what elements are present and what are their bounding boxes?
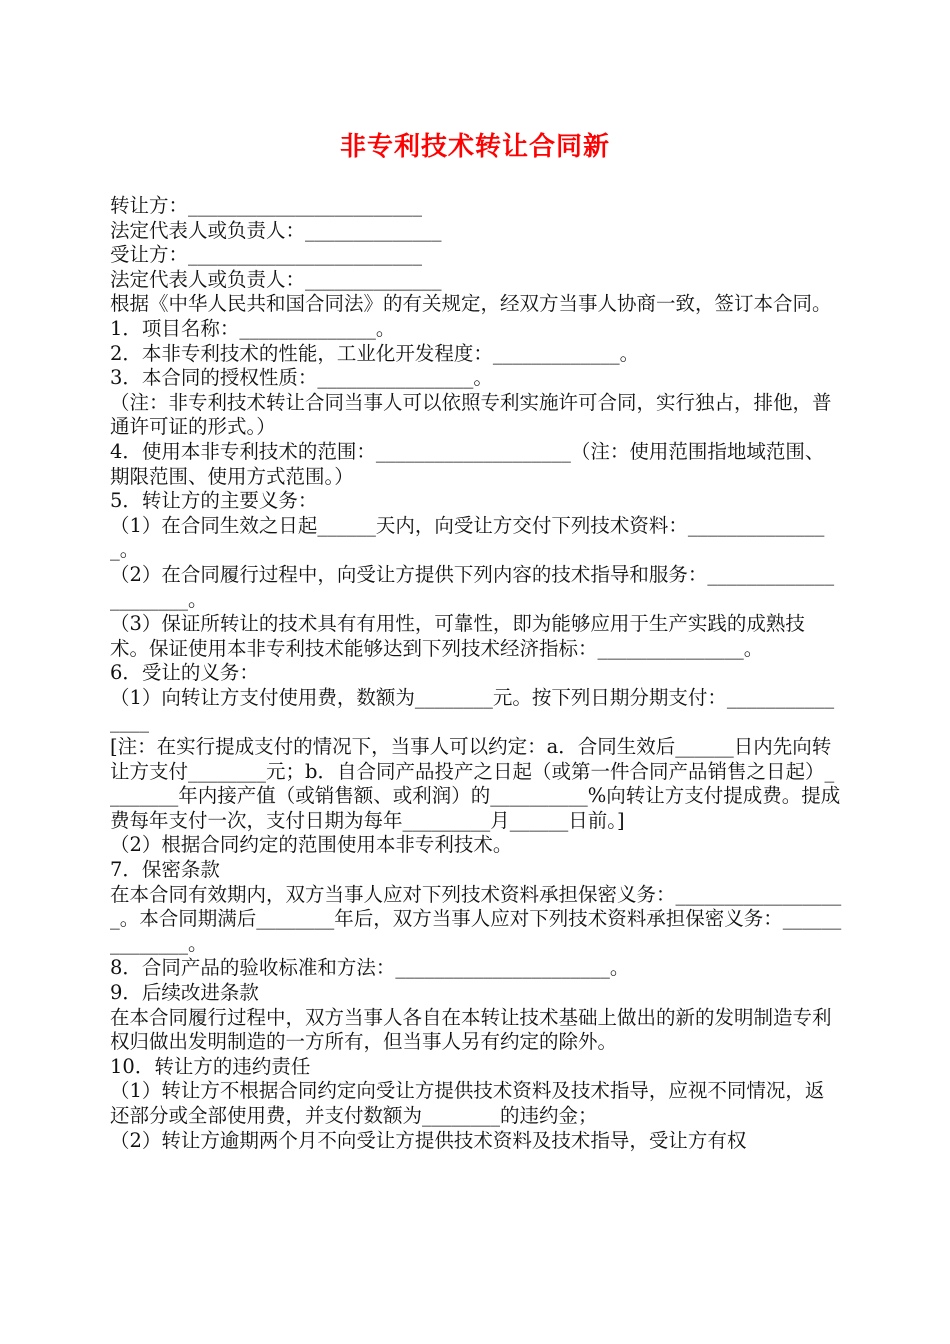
clause-7-text: 在本合同有效期内，双方当事人应对下列技术资料承担保密义务：__________________。本合同期满后________年后，双方当事人应对下列技术资料承担保密义务：______________。: [110, 882, 842, 955]
clause-3-authorization: 3．本合同的授权性质：________________。: [110, 366, 493, 390]
clause-6-heading: 6．受让的义务：: [110, 661, 259, 685]
clause-5-item-2: （2）在合同履行过程中，向受让方提供下列内容的技术指导和服务：_____________________。: [110, 562, 835, 611]
field-transferee: 受让方：________________________: [110, 243, 423, 267]
clause-5-item-3: （3）保证所转让的技术具有有用性，可靠性，即为能够应用于生产实践的成熟技术。保证使用本非专利技术能够达到下列技术经济指标：_______________。: [110, 612, 805, 660]
clause-10-heading: 10．转让方的违约责任: [110, 1054, 311, 1078]
clause-5-heading: 5．转让方的主要义务：: [110, 489, 318, 513]
clause-4-scope: 4．使用本非专利技术的范围：____________________（注：使用范围指地域范围、期限范围、使用方式范围。）: [110, 439, 825, 488]
field-transferor: 转让方：________________________: [110, 194, 423, 217]
clause-6-item-1: （1）向转让方支付使用费，数额为________元。按下列日期分期支付：_______________: [110, 685, 835, 734]
clause-7-heading: 7．保密条款: [110, 858, 220, 882]
document-title: 非专利技术转让合同新: [339, 132, 610, 162]
clause-6-note: [注：在实行提成支付的情况下，当事人可以约定：a．合同生效后______日内先向转让方支付________元；b．自合同产品投产之日起（或第一件合同产品销售之日起）________年内接产值（或销售额、或利润）的__________%向转让方支付提成费。提成费每年支付一次，支付日期为每年_________月______日前。]: [110, 735, 841, 832]
preamble-paragraph: 根据《中华人民共和国合同法》的有关规定，经双方当事人协商一致，签订本合同。: [110, 292, 832, 316]
clause-6-item-2: （2）根据合同约定的范围使用本非专利技术。: [110, 833, 513, 857]
clause-5-item-1: （1）在合同生效之日起______天内，向受让方交付下列技术资料：_______________。: [110, 513, 825, 562]
clause-8-acceptance: 8．合同产品的验收标准和方法：______________________。: [110, 956, 630, 980]
clause-9-text: 在本合同履行过程中，双方当事人各自在本转让技术基础上做出的新的发明制造专利权归做出发明制造的一方所有，但当事人另有约定的除外。: [110, 1005, 832, 1054]
clause-10-item-1: （1）转让方不根据合同约定向受让方提供技术资料及技术指导，应视不同情况，返还部分或全部使用费，并支付数额为________的违约金；: [110, 1079, 825, 1127]
clause-10-item-2: （2）转让方逾期两个月不向受让方提供技术资料及技术指导，受让方有权: [110, 1128, 747, 1152]
document-body: [110, 194, 842, 1153]
clause-9-heading: 9．后续改进条款: [110, 981, 259, 1004]
clause-2-performance: 2．本非专利技术的性能，工业化开发程度：_____________。: [110, 341, 640, 365]
clause-3-note: （注：非专利技术转让合同当事人可以依照专利实施许可合同，实行独占，排他，普通许可证的形式。）: [110, 390, 832, 439]
field-transferee-representative: 法定代表人或负责人：______________: [110, 267, 442, 291]
field-transferor-representative: 法定代表人或负责人：______________: [110, 218, 442, 242]
clause-1-project-name: 1．项目名称：______________。: [110, 316, 396, 340]
